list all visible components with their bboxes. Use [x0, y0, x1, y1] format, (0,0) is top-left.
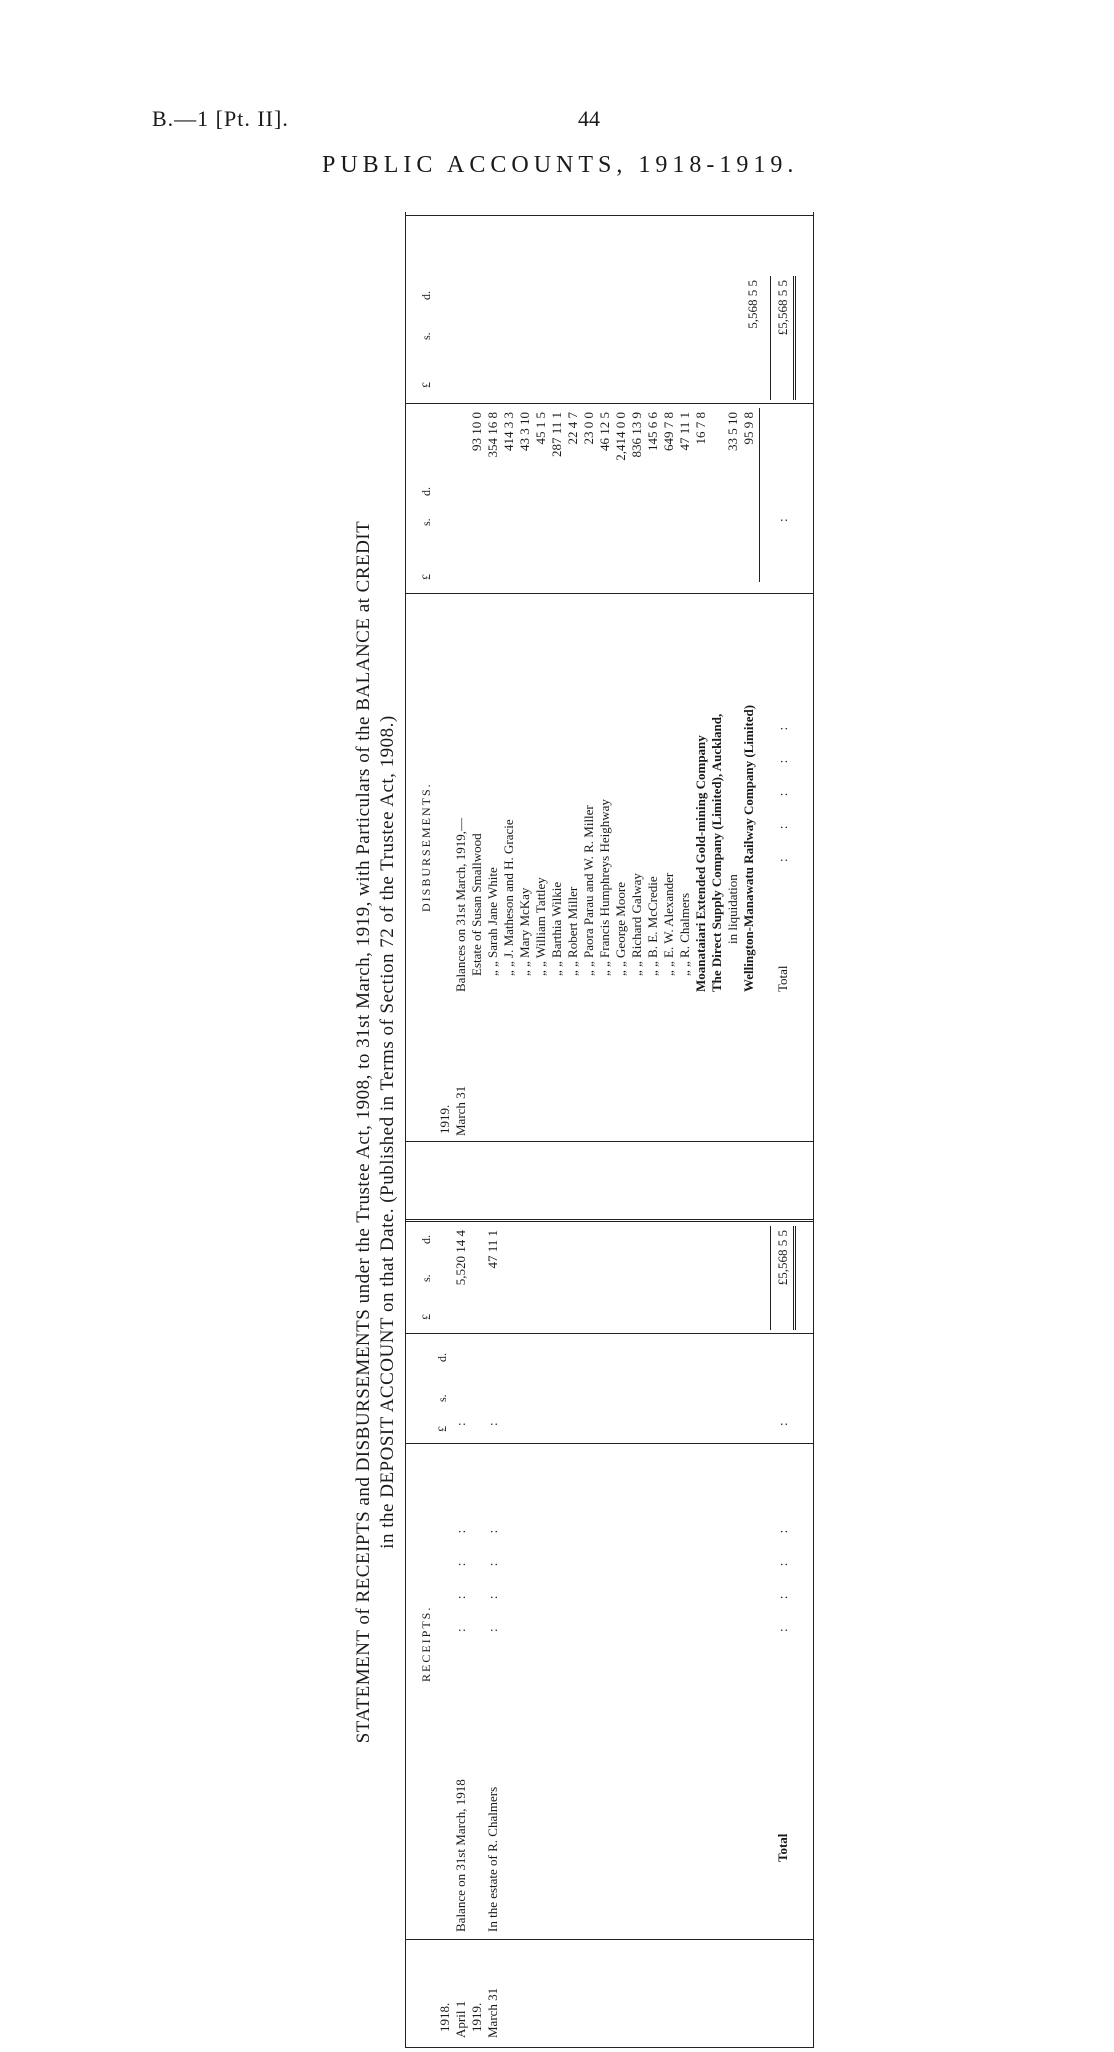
disbursement-label: „ „ R. Chalmers: [677, 892, 692, 976]
disbursement-amount: 354 16 8: [485, 412, 500, 458]
disbursements-intro: Balances on 31st March, 1919,—: [453, 817, 468, 992]
disbursements-lsd-blank: :: [775, 518, 790, 522]
disbursement-row: [709, 212, 725, 2052]
receipt-lsd-blank: :: [453, 1422, 468, 1426]
disbursements-heading: DISBURSEMENTS.: [419, 782, 433, 912]
disbursement-row: [725, 212, 741, 2052]
disbursement-amount: 287 11 1: [549, 412, 564, 458]
disbursement-label: „ „ Paora Parau and W. R. Miller: [581, 805, 596, 976]
disbursement-label: Estate of Susan Smallwood: [469, 833, 484, 976]
disbursement-row: [741, 212, 757, 2052]
receipt-amount: 5,520 14 4: [453, 1230, 468, 1286]
disbursement-label: „ „ J. Matheson and H. Gracie: [501, 819, 516, 976]
disbursement-row: [645, 212, 661, 2052]
disbursement-row: [677, 212, 693, 2052]
leader-dots: : : : :: [775, 1529, 790, 1632]
disbursement-label: „ „ Francis Humphreys Heighway: [597, 799, 612, 976]
disbursement-row: [469, 212, 485, 2052]
document-reference: B.—1 [Pt. II].: [152, 106, 289, 131]
page-number: 44: [578, 106, 600, 131]
statement-title-line-2: in the DEPOSIT ACCOUNT on that Date. (Published in Terms of Section 72 of the Trustee Act, 1908.): [377, 715, 398, 1549]
disbursement-label: Moanataiari Extended Gold-mining Company: [693, 735, 708, 992]
disbursement-row: [565, 212, 581, 2052]
leader-dots: : : : :: [453, 1529, 468, 1632]
receipts-amount-shilling: s.: [419, 1274, 433, 1282]
disbursements-total-double-rule: [793, 276, 796, 400]
disbursement-label: „ „ Barthia Wilkie: [549, 881, 564, 976]
disbursements-lsd-pound: £: [419, 574, 433, 580]
disbursement-row: [533, 212, 549, 2052]
receipts-lsd-shilling: s.: [435, 1394, 449, 1402]
receipts-amount-pence: d.: [419, 1235, 433, 1244]
disbursement-amount: 414 3 3: [501, 412, 516, 451]
disbursement-amount: 33 5 10: [725, 412, 740, 451]
disbursement-amount: 46 12 5: [597, 412, 612, 451]
disbursement-row: [485, 212, 501, 2052]
receipts-lsd-pence: d.: [435, 1353, 449, 1362]
disbursements-lsd-pence: d.: [419, 487, 433, 496]
disbursement-date: March 31: [453, 1085, 468, 1136]
leader-dots: : : : :: [485, 1529, 500, 1632]
disbursement-label: „ „ William Tattley: [533, 877, 548, 976]
receipt-label: Balance on 31st March, 1918: [453, 1779, 468, 1932]
disbursement-row: [693, 212, 709, 2052]
disbursement-year: 1919.: [437, 1104, 452, 1134]
disbursement-amount: 649 7 8: [661, 412, 676, 451]
leader-dots: : : : : :: [775, 726, 790, 862]
receipts-total-amount: £5,568 5 5: [775, 1230, 790, 1286]
disbursement-row: [629, 212, 645, 2052]
disbursement-row: [597, 212, 613, 2052]
disbursements-total-label: Total: [775, 965, 790, 992]
disbursement-amount: 23 0 0: [581, 412, 596, 445]
disbursement-amount: 16 7 8: [693, 412, 708, 445]
disbursement-amount: 95 9 8: [741, 412, 756, 445]
disbursement-amount: 93 10 0: [469, 412, 484, 451]
receipts-lsd-pound: £: [435, 1426, 449, 1432]
disbursement-amount: 47 11 1: [677, 412, 692, 451]
disbursement-label: „ „ Mary McKay: [517, 887, 532, 976]
receipt-date: April 1: [453, 2000, 468, 2038]
statement-table-rotated: [345, 212, 815, 2052]
disbursement-amount: 22 4 7: [565, 412, 580, 445]
disbursements-amount-pence: d.: [419, 291, 433, 300]
disbursement-row: [613, 212, 629, 2052]
page-title: PUBLIC ACCOUNTS, 1918-1919.: [322, 152, 799, 178]
disbursement-amount: 45 1 5: [533, 412, 548, 445]
disbursement-intro-row: [453, 212, 469, 2052]
receipt-lsd-blank: :: [485, 1422, 500, 1426]
disbursement-amount: 145 6 6: [645, 412, 660, 451]
disbursements-subtotal: 5,568 5 5: [745, 280, 760, 329]
disbursements-total-amount: £5,568 5 5: [775, 280, 790, 336]
disbursement-label: in liquidation: [725, 874, 740, 944]
disbursements-amount-shilling: s.: [419, 332, 433, 340]
disbursement-row: [501, 212, 517, 2052]
receipt-date: March 31: [485, 1987, 500, 2038]
disbursements-total-rule: [770, 276, 771, 400]
table-bottom-border: [813, 212, 814, 2048]
receipts-heading: RECEIPTS.: [419, 1605, 433, 1682]
receipts-total-double-rule: [793, 1226, 796, 1330]
disbursement-row: [517, 212, 533, 2052]
disbursement-label: „ „ Sarah Jane White: [485, 867, 500, 976]
disbursements-lsd-shilling: s.: [419, 518, 433, 526]
statement-title-line-1: STATEMENT of RECEIPTS and DISBURSEMENTS under the Trustee Act, 1908, to 31st March, 1919, with Particulars of the BALANCE at CREDIT: [353, 520, 374, 1744]
disbursement-label: „ „ B. E. McCredie: [645, 876, 660, 976]
receipt-amount: 47 11 1: [485, 1230, 500, 1269]
receipt-year: 1919.: [469, 2002, 484, 2032]
disbursements-subtotal-rule: [759, 408, 760, 582]
receipt-year: 1918.: [437, 2002, 452, 2032]
disbursement-label: The Direct Supply Company (Limited), Auckland,: [709, 713, 724, 992]
disbursement-row: [661, 212, 677, 2052]
disbursement-label: „ „ Richard Galway: [629, 873, 644, 976]
disbursement-label: „ „ George Moore: [613, 882, 628, 976]
table-top-border: [405, 212, 406, 2048]
disbursement-row: [549, 212, 565, 2052]
disbursement-label: „ „ E. W. Alexander: [661, 872, 676, 976]
disbursement-row: [581, 212, 597, 2052]
receipts-total-rule: [770, 1226, 771, 1330]
receipt-label: In the estate of R. Chalmers: [485, 1786, 500, 1932]
disbursement-amount: 43 3 10: [517, 412, 532, 451]
disbursement-amount: 2,414 0 0: [613, 412, 628, 461]
receipts-total-label: Total: [775, 1833, 790, 1862]
disbursements-amount-pound: £: [419, 382, 433, 388]
disbursement-label: „ „ Robert Miller: [565, 886, 580, 976]
disbursement-label: Wellington-Manawatu Railway Company (Limited): [741, 704, 756, 992]
disbursement-amount: 836 13 9: [629, 412, 644, 458]
receipts-amount-pound: £: [419, 1314, 433, 1320]
receipt-lsd-blank: :: [775, 1422, 790, 1426]
